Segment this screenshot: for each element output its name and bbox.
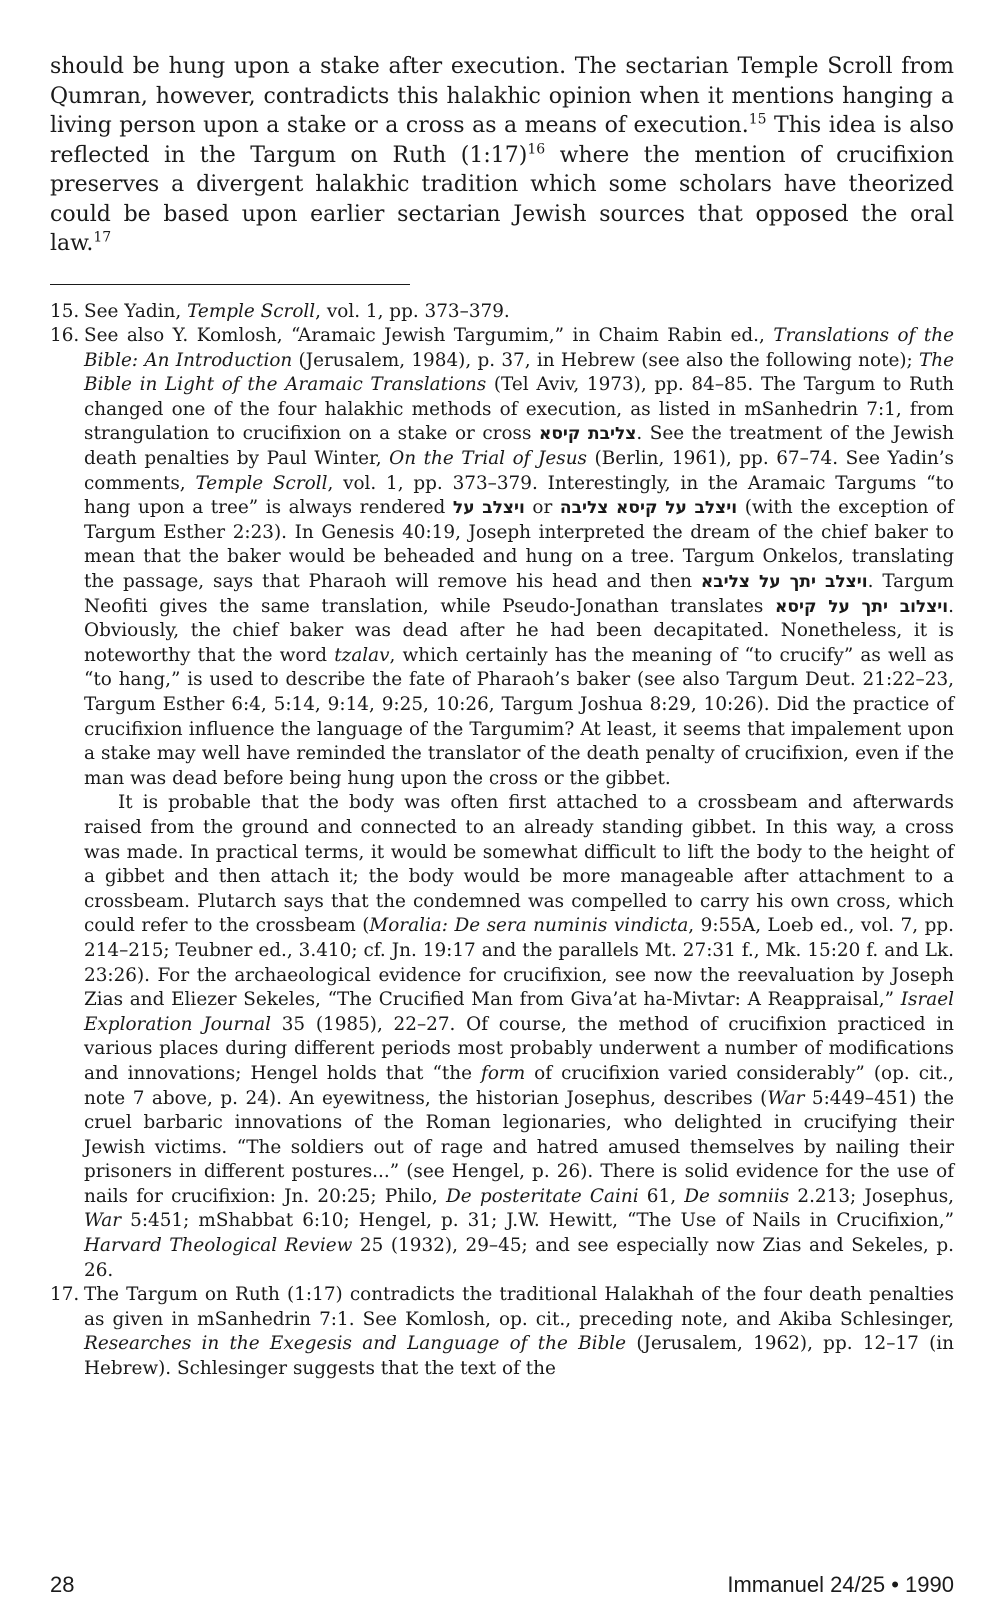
text-segment: 61, xyxy=(638,1185,685,1207)
footnote-15 xyxy=(50,300,954,325)
page-content xyxy=(50,52,954,1382)
text-segment: , which certainly has the meaning of “to crucify” as well as “to hang,” is used to describe the fate of Pharaoh’s baker (see also Targum Deut. 21:22–23, Targum Esther 6:4, 5:14, 9:14, 9:25, 10:26, Targum Joshua 8:29, 10:26). Did the practice of crucifixion influence the language of the Targumim? At least, it seems that impalement upon a stake may well have reminded the translator of the death penalty of crucifixion, even if the man was dead before being hung upon the cross or the gibbet. xyxy=(84,644,954,789)
citation-title: Israel Exploration Journal xyxy=(84,989,954,1035)
text-segment: 5:451; mShabbat 6:10; Hengel, p. 31; J.W. Hewitt, “The Use of Nails in Crucifixion,” xyxy=(121,1210,954,1232)
citation-title: Harvard Theological Review xyxy=(84,1235,353,1257)
text-segment: It is probable that the body was often first attached to a crossbeam and afterwards raised from the ground and connected to an already standing gibbet. In this way, a cross was made. In practical terms, it would be somewhat difficult to lift the body to the height of a gibbet and then attach it; the body would be more manageable after attachment to a crossbeam. Plutarch says that the condemned was compelled to carry his own cross, which could refer to the crossbeam ( xyxy=(84,792,954,937)
text-segment: 2.213; Josephus, xyxy=(789,1185,954,1207)
text-segment: (Berlin, 1961), pp. 67–74. See Yadin’s comments, xyxy=(84,448,954,494)
text-segment: (Jerusalem, 1984), p. 37, in Hebrew (see also the following note); xyxy=(292,349,919,371)
text-segment: The Targum on Ruth (1:17) contradicts the traditional Halakhah of the four death penalties as given in mSanhedrin 7:1. See Komlosh, op. cit., preceding note, and Akiba Schlesinger, xyxy=(84,1284,954,1330)
citation-title: Temple Scroll xyxy=(195,472,328,494)
text-segment: (Tel Aviv, 1973), pp. 84–85. The Targum to Ruth changed one of the four halakhic methods of execution, as listed in mSanhedrin 7:1, from strangulation to crucifixion on a stake or cross xyxy=(84,374,954,445)
citation-title: On the Trial of Jesus xyxy=(389,448,587,470)
main-paragraph xyxy=(50,52,954,259)
hebrew-phrase: ויצלוב יתך על קיסא xyxy=(775,596,949,617)
page-number: 28 xyxy=(50,1572,75,1597)
footnote-17 xyxy=(50,1283,954,1381)
citation-title: The Bible in Light of the Aramaic Translations xyxy=(84,349,954,396)
text-segment: This idea is also reflected in the Targum on Ruth (1:17) xyxy=(50,113,954,168)
citation-title: De posteritate Caini xyxy=(445,1185,639,1207)
page-footer xyxy=(50,1572,954,1598)
citation-title: Moralia: De sera numinis vindicta xyxy=(369,915,689,937)
text-segment: . Obviously, the chief baker was dead after he had been decapitated. Nonetheless, it is noteworthy that the word xyxy=(84,595,954,666)
text-segment: . Targum Neofiti gives the same translation, while Pseudo-Jonathan translates xyxy=(84,571,954,617)
footnote-ref-15[interactable]: 15 xyxy=(748,111,767,128)
text-segment: See also Y. Komlosh, “Aramaic Jewish Targumim,” in Chaim Rabin ed., xyxy=(84,325,774,347)
text-segment: should be hung upon a stake after execution. The sectarian Temple Scroll from Qumran, however, contradicts this halakhic opinion when it mentions hanging a living person upon a stake or a cross as a means of execution. xyxy=(50,54,954,138)
text-segment: 5:449–451) the cruel barbaric innovations of the Roman legionaries, who delighted in crucifying their Jewish victims. “The soldiers out of rage and hatred amused themselves by nailing their prisoners in different postures...” (see Hengel, p. 26). There is solid evidence for the use of nails for crucifixion: Jn. 20:25; Philo, xyxy=(84,1087,955,1207)
text-segment: . See the treatment of the Jewish death penalties by Paul Winter, xyxy=(84,423,955,470)
footnote-number: 15. xyxy=(50,300,80,322)
text-segment: 25 (1932), 29–45; and see especially now Zias and Sekeles, p. 26. xyxy=(84,1235,954,1281)
journal-citation: Immanuel 24/25 • 1990 xyxy=(727,1572,954,1597)
citation-title: Temple Scroll xyxy=(187,300,316,322)
footnote-16-paragraph-2 xyxy=(50,791,954,1283)
hebrew-phrase: ויצלב על xyxy=(452,498,525,519)
footnote-number: 17. xyxy=(50,1284,80,1306)
hebrew-phrase: ויצלב יתך על צליבא xyxy=(700,572,868,593)
hebrew-phrase: ויצלב על קיסא צליבה xyxy=(559,498,738,519)
footnote-divider xyxy=(50,284,410,285)
footnote-ref-17[interactable]: 17 xyxy=(93,229,112,246)
citation-title: War xyxy=(767,1087,805,1109)
citation-title: De somniis xyxy=(684,1185,790,1207)
text-segment: or xyxy=(524,497,560,519)
citation-title: Researches in the Exegesis and Language of the Bible xyxy=(84,1333,627,1355)
italic-term: tzalav xyxy=(334,644,390,666)
footnote-number: 16. xyxy=(50,325,80,347)
text-segment: where the mention of crucifixion preserves a divergent halakhic tradition which some scholars have theorized could be based upon earlier sectarian Jewish sources that opposed the oral law. xyxy=(50,142,954,256)
text-segment: , vol. 1, pp. 373–379. Interestingly, in the Aramaic Targums “to hang upon a tree” is always rendered xyxy=(84,472,954,519)
text-segment: 35 (1985), 22–27. Of course, the method of crucifixion practiced in various places during different periods most probably underwent a number of modifications and innovations; Hengel holds that “the xyxy=(84,1013,954,1084)
text-segment: of crucifixion varied considerably” (op. cit., note 7 above, p. 24). An eyewitness, the historian Josephus, describes ( xyxy=(84,1062,954,1109)
text-segment: (Jerusalem, 1962), pp. 12–17 (in Hebrew). Schlesinger suggests that the text of the xyxy=(84,1333,954,1380)
text-segment: , vol. 1, pp. 373–379. xyxy=(315,300,510,322)
text-segment: , 9:55A, Loeb ed., vol. 7, pp. 214–215; Teubner ed., 3.410; cf. Jn. 19:17 and the parallels Mt. 27:31 f., Mk. 15:20 f. and Lk. 23:26). For the archaeological evidence for crucifixion, see now the reevaluation by Joseph Zias and Eliezer Sekeles, “The Crucified Man from Giva’at ha-Mivtar: A Reappraisal,” xyxy=(84,915,954,1011)
citation-title: War xyxy=(84,1210,122,1232)
hebrew-phrase: צליבת קיסא xyxy=(538,424,637,445)
footnote-16 xyxy=(50,324,954,1283)
italic-term: form xyxy=(481,1062,526,1084)
citation-title: Translations of the Bible: An Introduction xyxy=(84,325,955,371)
footnote-ref-16[interactable]: 16 xyxy=(527,141,546,158)
text-segment: See Yadin, xyxy=(84,300,188,322)
text-segment: (with the exception of Targum Esther 2:23). In Genesis 40:19, Joseph interpreted the dream of the chief baker to mean that the baker would be beheaded and hung on a tree. Targum Onkelos, translating the passage, says that Pharaoh will remove his head and then xyxy=(84,497,954,593)
